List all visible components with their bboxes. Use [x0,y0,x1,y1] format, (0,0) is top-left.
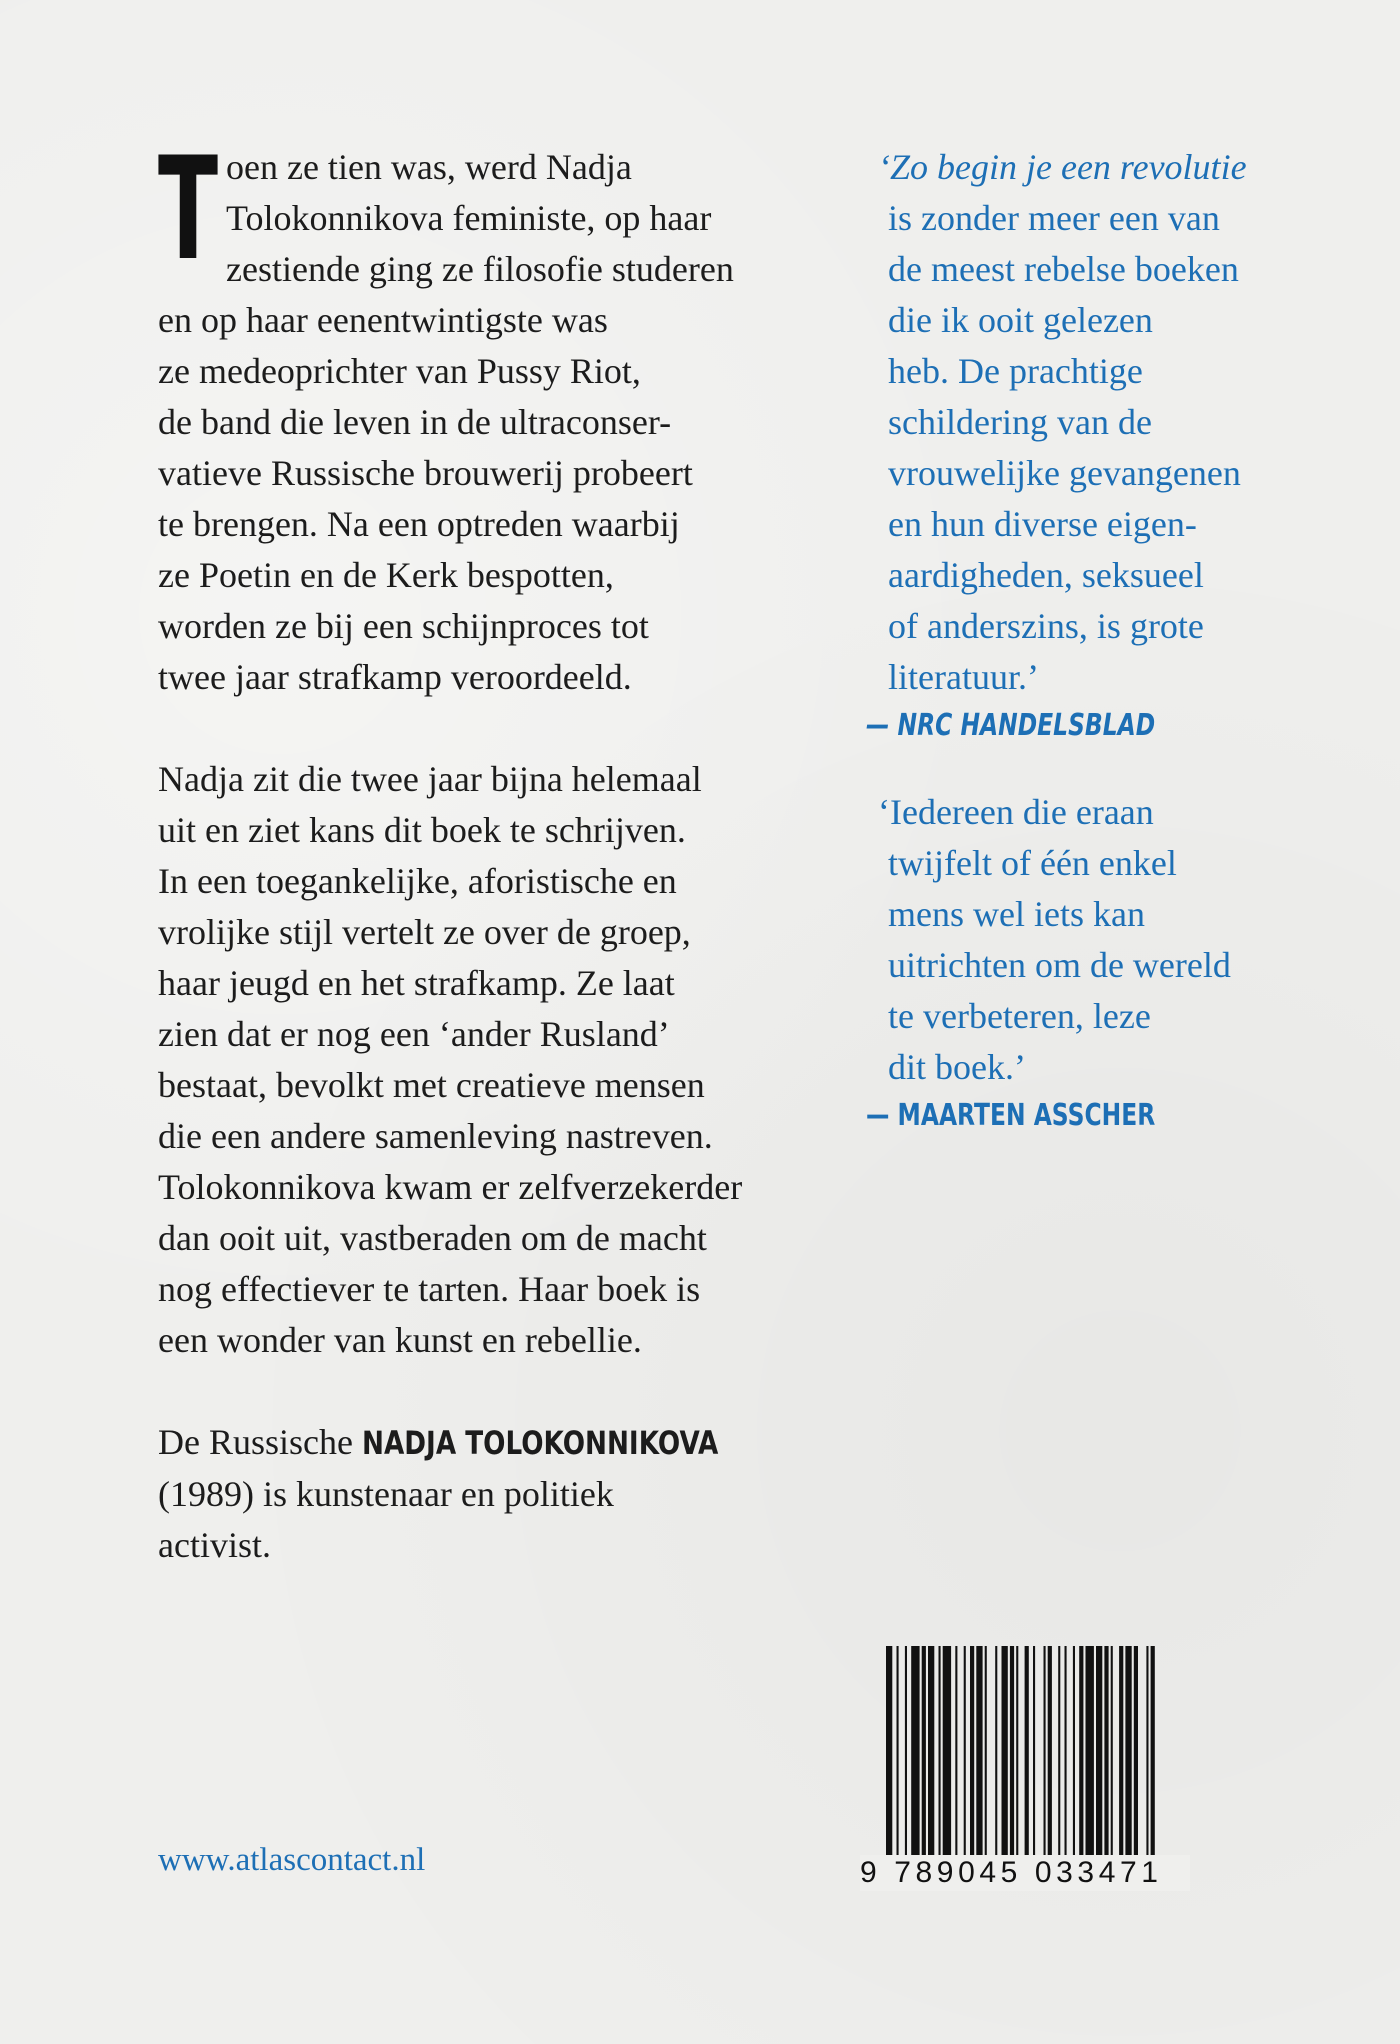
paragraph-spacer [158,703,808,754]
blurb-line: ze medeoprichter van Pussy Riot, [158,351,641,391]
barcode-bar [976,1646,982,1882]
blurb-line: en op haar eenentwintigste was [158,300,608,340]
barcode-bar [1086,1646,1094,1882]
blurb-paragraph-1 [158,127,808,703]
author-bio-line: activist. [158,1525,271,1565]
barcode-bar [922,1646,926,1882]
blurb-line: vrolijke stijl vertelt ze over de groep, [158,912,691,952]
blurb-line: oen ze tien was, werd Nadja [226,147,632,187]
quote-line: heb. De prachtige [888,351,1143,391]
barcode-bar [1073,1646,1075,1882]
author-name: NADJA TOLOKONNIKOVA [361,1424,719,1462]
blurb-line: Tolokonnikova feministe, op haar [226,198,712,238]
quote-line: ‘Iedereen die eraan [878,792,1154,832]
author-bio-line: (1989) is kunstenaar en politiek [158,1474,614,1514]
drop-cap: T [158,127,219,292]
barcode-bar [1025,1646,1029,1882]
blurb-line: Tolokonnikova kwam er zelfverzekerder [158,1167,743,1207]
quote-line: vrouwelijke gevangenen [888,453,1241,493]
review-quote-nrc [866,142,1306,703]
blurb-line: worden ze bij een schijnproces tot [158,606,649,646]
blurb-line: nog effectiever te tarten. Haar boek is [158,1269,701,1309]
barcode-bar [1096,1646,1102,1882]
publisher-website-link[interactable]: www.atlascontact.nl [158,1842,426,1878]
barcode-bar [964,1646,966,1882]
barcode-bar [995,1646,997,1882]
quote-line: ‘Zo begin je een revolutie [878,147,1247,187]
barcode-bar [970,1646,974,1882]
blurb-line: zien dat er nog een ‘ander Rusland’ [158,1014,670,1054]
quote-spacer [866,749,1306,787]
barcode-bar [1002,1646,1008,1882]
barcode-bar [1065,1646,1067,1882]
blurb-line: In een toegankelijke, aforistische en [158,861,677,901]
barcode-bars [884,1646,1184,1882]
quote-line: is zonder meer een van [888,198,1220,238]
barcode-bar [939,1646,941,1882]
blurb-line: te brengen. Na een optreden waarbij [158,504,680,544]
isbn-barcode [884,1646,1184,1882]
barcode-bar [1146,1646,1148,1882]
blurb-line: dan ooit uit, vastberaden om de macht [158,1218,707,1258]
blurb-line: zestiende ging ze filosofie studeren [226,249,734,289]
barcode-bar [928,1646,934,1882]
blurb-column [158,127,808,1571]
blurb-line: haar jeugd en het strafkamp. Ze laat [158,963,675,1003]
isbn-number: 9 789045 033471 [860,1855,1190,1891]
quote-line: te verbeteren, leze [888,996,1151,1036]
quote-line: die ik ooit gelezen [888,300,1153,340]
paragraph-spacer [158,1366,808,1417]
barcode-bar [886,1646,892,1882]
barcode-bar [1079,1646,1083,1882]
quote-line: aardigheden, seksueel [888,555,1204,595]
barcode-bar [985,1646,987,1882]
review-quote-asscher [866,787,1306,1093]
author-bio-first-line [158,1417,719,1469]
blurb-line: die een andere samenleving nastreven. [158,1116,713,1156]
author-bio [158,1417,808,1571]
quote-line: mens wel iets kan [888,894,1145,934]
barcode-bar [955,1646,957,1882]
blurb-line: Nadja zit die twee jaar bijna helemaal [158,759,702,799]
barcode-bar [905,1646,907,1882]
barcode-bar [1104,1646,1108,1882]
quote-line: uitrichten om de wereld [888,945,1231,985]
blurb-line: ze Poetin en de Kerk bespotten, [158,555,614,595]
blurb-line: twee jaar strafkamp veroordeeld. [158,657,632,697]
barcode-bar [1010,1646,1014,1882]
barcode-bar [1033,1646,1035,1882]
quote-line: literatuur.’ [888,657,1039,697]
barcode-bar [911,1646,919,1882]
quote-line: twijfelt of één enkel [888,843,1177,883]
quote-line: of anderszins, is grote [888,606,1204,646]
blurb-line: vatieve Russische brouwerij probeert [158,453,693,493]
quote-source-nrc: — NRC HANDELSBLAD [866,708,1156,743]
blurb-paragraph-2 [158,754,808,1366]
quote-line: de meest rebelse boeken [888,249,1239,289]
blurb-line: een wonder van kunst en rebellie. [158,1320,642,1360]
quotes-column [866,142,1306,1139]
blurb-line: de band die leven in de ultraconser- [158,402,672,442]
barcode-bar [1048,1646,1052,1882]
barcode-bar [1134,1646,1138,1882]
author-bio-prefix: De Russische [158,1422,362,1462]
blurb-line: bestaat, bevolkt met creatieve mensen [158,1065,705,1105]
quote-source-asscher: — MAARTEN ASSCHER [866,1098,1156,1133]
barcode-bar [1058,1646,1060,1882]
barcode-bar [1119,1646,1123,1882]
barcode-bar [1151,1646,1155,1882]
quote-line: schildering van de [888,402,1152,442]
barcode-bar [943,1646,951,1882]
barcode-bar [897,1646,899,1882]
barcode-bar [1125,1646,1131,1882]
quote-line: en hun diverse eigen- [888,504,1197,544]
barcode-bar [1044,1646,1046,1882]
quote-line: dit boek.’ [888,1047,1026,1087]
blurb-line: uit en ziet kans dit boek te schrijven. [158,810,686,850]
barcode-bar [1111,1646,1113,1882]
barcode-bar [1016,1646,1018,1882]
